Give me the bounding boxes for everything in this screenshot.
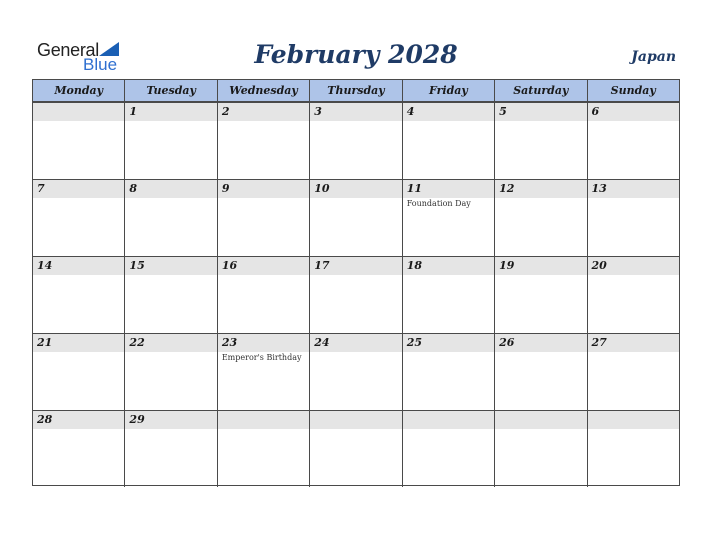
day-cell xyxy=(33,103,124,179)
week-row-1 xyxy=(33,102,679,179)
weekday-thursday: Thursday xyxy=(309,80,401,101)
day-cell xyxy=(494,334,586,410)
day-cell xyxy=(33,180,124,256)
day-number: 28 xyxy=(37,413,53,426)
weekday-saturday: Saturday xyxy=(494,80,586,101)
day-number: 17 xyxy=(314,259,330,272)
weekday-wednesday: Wednesday xyxy=(217,80,309,101)
day-bar xyxy=(403,411,494,429)
day-number: 25 xyxy=(406,336,422,349)
day-number: 26 xyxy=(499,336,515,349)
logo-text-general: General xyxy=(37,40,99,60)
day-cell xyxy=(124,103,216,179)
calendar-grid xyxy=(32,79,680,486)
day-cell xyxy=(309,334,401,410)
day-cell xyxy=(33,411,124,487)
day-number: 24 xyxy=(314,336,330,349)
week-row-2 xyxy=(33,179,679,256)
day-cell xyxy=(587,180,679,256)
day-number: 5 xyxy=(499,105,507,118)
day-number: 20 xyxy=(591,259,607,272)
day-bar xyxy=(218,411,309,429)
logo-text-blue: Blue xyxy=(83,55,118,74)
day-bar xyxy=(218,103,309,121)
day-cell xyxy=(124,257,216,333)
day-number: 6 xyxy=(591,105,600,118)
day-cell xyxy=(309,103,401,179)
day-bar xyxy=(495,411,586,429)
day-cell xyxy=(402,334,494,410)
day-bar xyxy=(403,103,494,121)
day-number: 27 xyxy=(591,336,607,349)
day-cell xyxy=(402,411,494,487)
day-bar xyxy=(495,103,586,121)
day-cell xyxy=(587,334,679,410)
day-cell xyxy=(217,257,309,333)
weekday-tuesday: Tuesday xyxy=(124,80,216,101)
day-cell xyxy=(494,180,586,256)
day-number: 11 xyxy=(406,182,422,195)
day-bar xyxy=(310,411,401,429)
day-cell xyxy=(494,411,586,487)
day-cell xyxy=(124,334,216,410)
day-bar xyxy=(588,103,679,121)
day-cell xyxy=(402,257,494,333)
day-number: 12 xyxy=(499,182,515,195)
day-bar xyxy=(588,411,679,429)
day-cell xyxy=(217,334,309,410)
day-cell xyxy=(494,103,586,179)
holiday-foundation-day: Foundation Day xyxy=(406,199,471,208)
day-cell xyxy=(217,103,309,179)
logo-triangle-icon xyxy=(99,42,119,56)
day-number: 1 xyxy=(129,105,138,118)
weekday-sunday: Sunday xyxy=(587,80,679,101)
calendar-title: February 2028 xyxy=(254,40,458,69)
day-number: 8 xyxy=(129,182,138,195)
day-cell xyxy=(124,180,216,256)
day-cell xyxy=(309,411,401,487)
day-number: 23 xyxy=(221,336,238,349)
day-cell xyxy=(217,180,309,256)
day-number: 29 xyxy=(129,413,145,426)
country-label: Japan xyxy=(631,49,676,65)
day-cell xyxy=(33,257,124,333)
day-bar xyxy=(125,180,216,198)
day-cell xyxy=(217,411,309,487)
day-cell xyxy=(309,257,401,333)
day-cell xyxy=(309,180,401,256)
day-number: 14 xyxy=(37,259,53,272)
day-bar xyxy=(33,103,124,121)
day-number: 13 xyxy=(591,182,607,195)
day-bar xyxy=(125,103,216,121)
day-number: 16 xyxy=(221,259,238,272)
week-row-5 xyxy=(33,410,679,487)
week-row-3 xyxy=(33,256,679,333)
week-row-4 xyxy=(33,333,679,410)
generalblue-logo xyxy=(37,40,127,74)
day-cell xyxy=(587,103,679,179)
day-number: 10 xyxy=(314,182,330,195)
day-bar xyxy=(33,180,124,198)
day-cell xyxy=(587,411,679,487)
day-cell xyxy=(33,334,124,410)
day-number: 2 xyxy=(221,105,230,118)
day-number: 18 xyxy=(406,259,422,272)
day-bar xyxy=(310,103,401,121)
day-cell xyxy=(494,257,586,333)
day-number: 3 xyxy=(314,105,322,118)
weekday-header-row xyxy=(33,80,679,102)
holiday-emperors-birthday: Emperor's Birthday xyxy=(221,353,302,362)
day-number: 22 xyxy=(129,336,145,349)
day-bar xyxy=(218,180,309,198)
day-cell xyxy=(402,180,494,256)
day-number: 21 xyxy=(37,336,53,349)
day-cell xyxy=(587,257,679,333)
day-number: 15 xyxy=(129,259,145,272)
day-number: 7 xyxy=(37,182,45,195)
weekday-friday: Friday xyxy=(402,80,494,101)
day-number: 9 xyxy=(221,182,230,195)
day-number: 19 xyxy=(499,259,515,272)
day-cell xyxy=(124,411,216,487)
day-cell xyxy=(402,103,494,179)
weekday-monday: Monday xyxy=(54,84,104,97)
day-number: 4 xyxy=(406,105,415,118)
